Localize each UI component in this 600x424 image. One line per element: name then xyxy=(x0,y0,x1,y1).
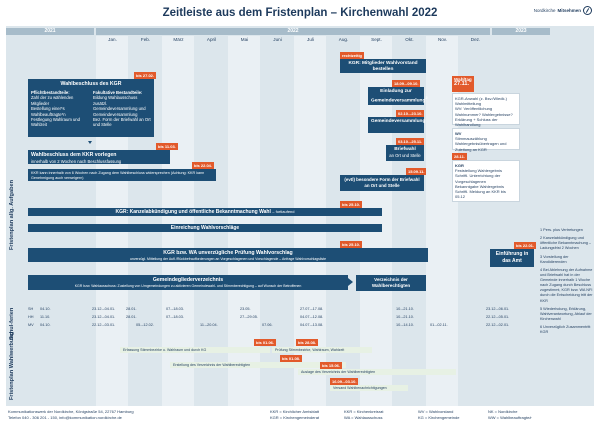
gemeindeversammlung-box xyxy=(368,117,424,133)
holiday-entry: 07.06. xyxy=(262,323,273,327)
gemeindeversammlung-title: Gemeindeversammlung xyxy=(371,119,426,124)
holiday-entry: 10.–21.10. xyxy=(396,307,414,311)
date-flag: bis 25.10. xyxy=(342,242,361,247)
ww-box xyxy=(452,128,520,150)
pflicht-item: Bestellung einer*s Wahlbeauftragte*n xyxy=(31,106,66,117)
side-note: 6 Unverzüglich Zusammentritt KGR xyxy=(540,325,591,335)
holiday-entry: 10.–21.10. xyxy=(396,315,414,319)
einladung-box xyxy=(368,87,428,105)
legend-item: KGR = Kirchengemeinderat xyxy=(270,415,320,420)
footer-address: Kommunikationswerk der Nordkirche, Königstraße 54, 22767 Hamburg xyxy=(8,409,134,414)
month-label: Mai xyxy=(240,37,249,42)
month-label: Jan. xyxy=(108,37,117,42)
kkr-note-box: KKR kann innerhalb von 6 Wochen nach Zugang dem Wahlbeschluss widersprechen (Achtung: KKR kann Genehmigung auch verweigern) xyxy=(28,169,216,181)
date-flag: rechtzeitig xyxy=(342,53,363,58)
holiday-entry: 07.–18.03. xyxy=(166,307,184,311)
legend-item: WA = Wahlausschuss xyxy=(344,415,383,420)
logo-icon xyxy=(583,6,592,15)
wahlbeschluss-kkr-sub: innerhalb von 2 Wochen nach Beschlussfassung xyxy=(31,158,122,164)
pruefung-sub: unverzügl. Mitteilung der Aufl./Rückbefraufforderungen an Vorgeschlagenen und Vorschlagende – Anfrage Wahlvorschlagsliste xyxy=(129,256,327,261)
kanzel-bar xyxy=(28,208,382,216)
side-note: 3 Vorstellung der Kandidierenden xyxy=(540,254,569,264)
holiday-entry: 28.01. xyxy=(126,307,137,311)
ww-row: Auslage des Verzeichnis der Wahlberechtigten xyxy=(298,369,456,375)
legend-item: WV = Wahlvorstand xyxy=(418,409,454,414)
ww-row: Erstellung des Verzeichnis der Wahlberechtigten xyxy=(170,362,346,368)
holiday-entry: 07.–18.03. xyxy=(166,315,184,319)
arrow-right-icon xyxy=(348,278,353,286)
ww-row: Versand Wahlbenachrichtigungen xyxy=(330,385,408,391)
date-flag: bis 28.08. xyxy=(298,340,317,345)
holiday-entry: 11.–20.04. xyxy=(200,323,218,327)
kgr-small-item: Bekanntgabe Wahlergebnis xyxy=(455,183,504,189)
month-label: Nov. xyxy=(437,37,448,42)
einladung-title: Einladung zur Gemeindeversammlung xyxy=(371,89,426,104)
fakultativ-item: Bildung Wahlausschuss xyxy=(93,95,138,101)
arrow-down-icon xyxy=(88,141,92,144)
wahltag-label: Wahltag xyxy=(454,77,472,82)
wahltag-item: KGR-Anwahl (z. Bsv./Wiedk.) xyxy=(455,96,507,101)
year-2021: 2021 xyxy=(6,28,94,35)
date-flag: bis 11.03. xyxy=(158,144,176,149)
gemeindeglieder-box xyxy=(28,275,348,290)
footer-contact: Telefon 040 - 306 201 - 150, info@kommunikation.nordkirche.de xyxy=(8,415,122,420)
holiday-row-label: HH xyxy=(28,315,34,319)
pruefung-title: KGR bzw. WA unverzügliche Prüfung Wahlvorschlag xyxy=(163,250,293,256)
holiday-row-label: SH xyxy=(28,307,34,311)
kgr-small-item: Schriftl. Unterrichtung der Vorgeschlagenen xyxy=(455,173,501,184)
side-note: 1 Pers. plus Vertretungen xyxy=(540,228,583,232)
month-label: Feb. xyxy=(140,37,151,42)
logo xyxy=(534,6,592,15)
side-note: 5 Wiederholung, Erklärung, Wahlverantwortung, Ablauf der Kirchenwahl xyxy=(540,306,592,321)
holiday-entry: 28.01. xyxy=(126,315,137,319)
month-label: Dez. xyxy=(470,37,481,42)
wahlbeschluss-title: Wahlbeschluss des KGR xyxy=(60,81,122,87)
legend-item: KKR = Kirchenkreisrat xyxy=(344,409,384,414)
date-flag: bis 22.04. xyxy=(194,163,213,168)
holiday-entry: 11.10. xyxy=(40,315,51,319)
ww-row: Prüfung Stimmbezirke, Wahlraum, Wahlzeit xyxy=(272,347,372,353)
date-flag: bis 01.06. xyxy=(256,340,275,345)
holiday-entry: 27.–29.05. xyxy=(240,315,258,319)
wahltag-flag xyxy=(452,76,474,92)
legend-item: KKR = Kirchlicher Amtsblatt xyxy=(270,409,320,414)
page-title: Zeitleiste aus dem Fristenplan – Kirchenwahl 2022 xyxy=(162,7,438,19)
date-flag: 16.09.–03.10. xyxy=(332,379,357,384)
holiday-entry: 23.12.–04.01. xyxy=(92,307,116,311)
date-flag: 15.09.11. xyxy=(408,169,425,174)
date-flag: 28.11. xyxy=(454,154,465,159)
holiday-entry: 27.07.–17.08. xyxy=(300,307,324,311)
wahlbeschluss-kkr-box xyxy=(28,150,170,164)
verzeichnis-box xyxy=(356,275,426,291)
side-notes xyxy=(540,228,594,335)
legend-item: KG = Kirchengemeinde xyxy=(418,415,460,420)
einreichung-bar: Einreichung Wahlvorschläge xyxy=(28,224,382,232)
kanzel-text: KGR: Kanzelabkündigung und öffentliche Bekanntmachung Wahl xyxy=(115,209,271,215)
besondere-form-title: (evtl) besondere Form der Briefwahl an Ort und Stelle xyxy=(344,177,420,188)
holiday-entry: 04.10. xyxy=(40,323,51,327)
ww-item: Stimmauszählung xyxy=(455,136,487,142)
holiday-row-label: MV xyxy=(28,323,34,327)
besondere-form-box xyxy=(340,175,424,191)
legend-item: NK = Nordkirche xyxy=(488,409,518,414)
month-label: Juni xyxy=(273,37,282,42)
date-flag: bis 15.06. xyxy=(322,363,341,368)
kgr-mitglieder-box xyxy=(340,59,426,73)
side-label-wahlwerbung: Fristenplan Wahlwerbung xyxy=(9,331,15,400)
ww-row: Erfassung Stimmbezirke u. Wahlraum und durch KG xyxy=(120,347,270,353)
year-2023: 2023 xyxy=(492,28,550,35)
kgr-small-box xyxy=(452,160,520,202)
month-label: Juli xyxy=(307,37,314,42)
pflicht-item: Festlegung Wahlraum und Wahlzeit xyxy=(31,117,80,128)
holiday-entry: 22.12.–03.01. xyxy=(92,323,116,327)
pruefung-box xyxy=(28,248,428,262)
wahltag-item: Erklärung + Schluss der Wahlhandlung xyxy=(455,116,498,127)
fakultativ-item: Bez. Form der Briefwahl an Ort und Stelle xyxy=(93,117,151,128)
ww-item: Wahlergebnisübertragen und Zuleitung an KGR xyxy=(455,141,507,152)
einfuehrung-title: Einführung in das Amt xyxy=(495,251,529,264)
briefwahl-sub: an Ort und Stelle xyxy=(389,153,421,159)
holiday-entry: 10.–14.10. xyxy=(396,323,414,327)
holiday-entry: 23.05. xyxy=(240,307,251,311)
month-label: Aug. xyxy=(338,37,349,42)
gemeindeglieder-sub: KGR bzw. Wahlausschuss: Zustellung von Umgemeindungen zu aktivieren Gemeindewahl- und Stimmberechtigung – auf Wunsch der Betroffenen xyxy=(74,283,302,288)
kanzel-sub: – fortlaufend xyxy=(272,209,295,214)
wahltag-item: WV: Veröffentlichung Wahlnummer? Wahlergebnisse? xyxy=(455,106,513,117)
kgr-mitglieder-title: KGR: Mitglieder Wahlvorstand bestellen xyxy=(348,61,418,73)
holiday-entry: 04.10. xyxy=(40,307,51,311)
date-flag: 03.10.–25.11. xyxy=(398,139,423,144)
date-flag: bis 01.08. xyxy=(282,356,301,361)
gemeindeglieder-title: Gemeindegliederverzeichnis xyxy=(152,277,224,283)
wahlbeschluss-box xyxy=(28,79,154,137)
holiday-entry: 22.12.–05.01. xyxy=(486,315,510,319)
fakultativ-item: zusätzl. Gemeindeversammlung und Gemeindeversammlung xyxy=(93,100,146,117)
month-label: Sept. xyxy=(371,37,382,42)
side-note: 4 Bei Ablehnung der Aufnahme und Briefwahl hat in der Gemeinde innerhalb 1 Woche nach Zugang durch Beschluss zugestimmt, KGR bzw. WA NFI durch die Entscheidung tritt der KKR xyxy=(540,267,593,303)
wahltag-item: Wahlmitteilung xyxy=(455,101,482,107)
month-label: Okt. xyxy=(405,37,414,42)
fakultativ-title: Fakultative Bestandteile: xyxy=(93,89,143,95)
date-flag: bis 25.10. xyxy=(342,202,361,207)
year-2022: 2022 xyxy=(96,28,490,35)
kgr-small-item: KGR xyxy=(455,163,464,168)
pflicht-title: Pflichtbestandteile: xyxy=(31,89,70,95)
footnote-marker: 2 xyxy=(425,95,428,101)
date-flag: bis 22.01. xyxy=(516,243,535,248)
logo-text-bold: Mitsehmen xyxy=(557,8,581,13)
wahlbeschluss-kkr-title: Wahlbeschluss dem KKR vorlegen xyxy=(31,152,117,158)
date-flag: bis 27.02. xyxy=(136,73,155,78)
legend-item: WW = Wahlbeauftragte/r xyxy=(488,415,532,420)
holiday-entry: 04.07.–13.08. xyxy=(300,323,324,327)
holiday-entry: 23.12.–06.01. xyxy=(486,307,510,311)
side-label-schulferien: Schul-ferien xyxy=(9,307,15,340)
date-flag: 02.10.–23.10. xyxy=(398,111,423,116)
holiday-entry: 04.07.–12.08. xyxy=(300,315,324,319)
wahltag-date: 27.11. xyxy=(454,81,469,87)
ww-item: WV xyxy=(455,131,462,136)
side-note: 2 Kanzelabkündigung und öffentliche Bekanntmachung – Ladungsfrist 2 Wochen xyxy=(540,236,592,251)
kgr-small-item: Feststellung Wahlergebnis xyxy=(455,168,502,174)
kgr-small-item: Schriftl. Meldung an KKR bis 05.12 xyxy=(455,188,506,200)
date-flag: 18.09.–09.10. xyxy=(394,81,419,86)
logo-text: Nordkirche xyxy=(533,8,556,13)
side-label-fristen: Fristenplan allg. Aufgaben xyxy=(9,179,15,251)
briefwahl-box xyxy=(386,145,424,161)
briefwahl-title: Briefwahl xyxy=(394,147,416,152)
holiday-entry: 01.–02.11. xyxy=(430,323,448,327)
wahltag-box xyxy=(452,93,520,125)
verzeichnis-title: Verzeichnis der Wahlberechtigten xyxy=(371,277,411,288)
month-label: März xyxy=(173,37,184,42)
holiday-entry: 22.12.–02.01. xyxy=(486,323,510,327)
holiday-entry: 05.–12.02. xyxy=(136,323,154,327)
pflicht-item: Zahl der zu wählenden Mitglieder xyxy=(31,95,74,106)
month-label: April xyxy=(206,37,217,42)
holiday-entry: 23.12.–04.01. xyxy=(92,315,116,319)
einfuehrung-box xyxy=(490,249,534,267)
